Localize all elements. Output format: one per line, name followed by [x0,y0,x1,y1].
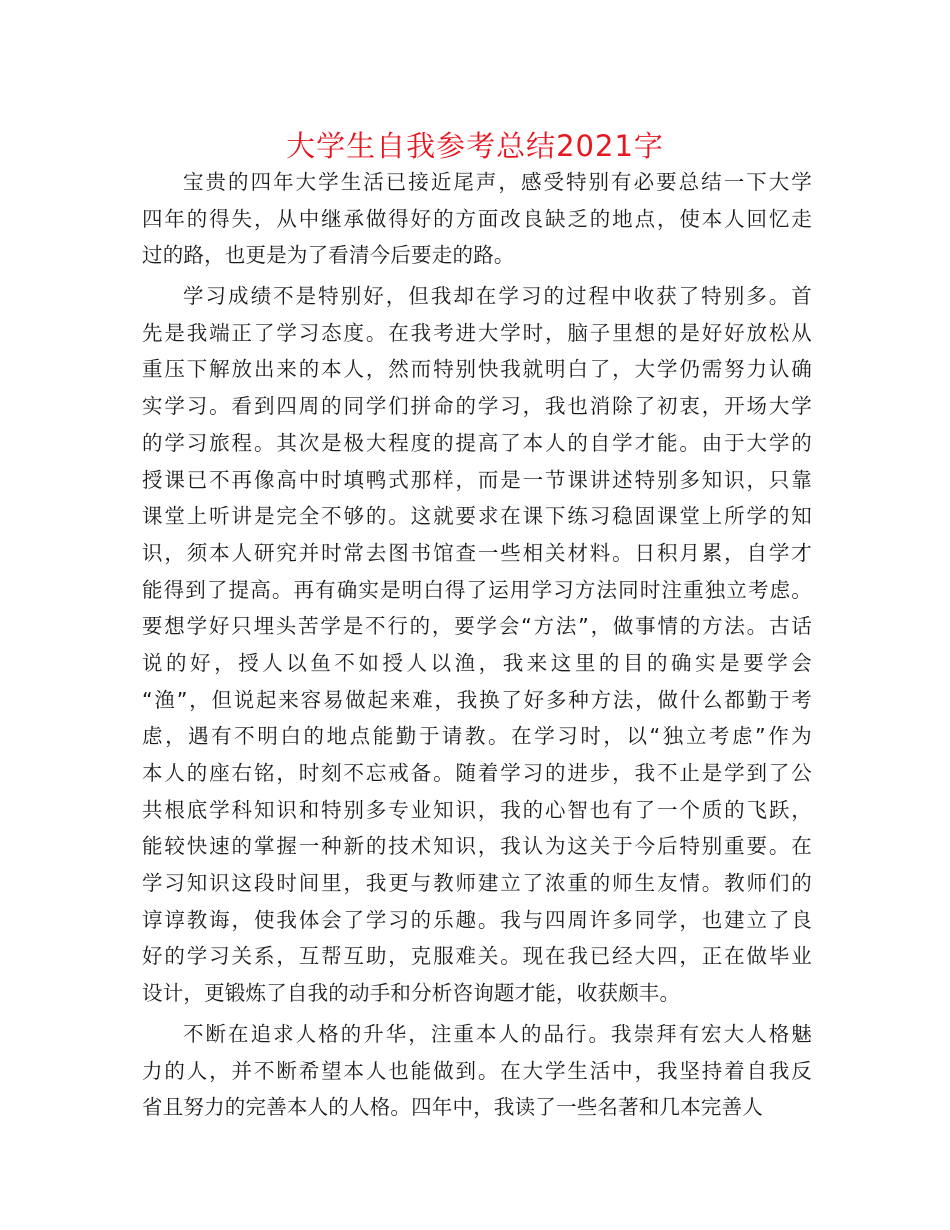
text-line: 省且努力的完善本人的人格。四年中，我读了一些名著和几本完善人 [142,1095,763,1120]
text-line: 过的路，也更是为了看清今后要走的路。 [142,243,515,268]
text-line: 共根底学科知识和特别多专业知识，我的心智也有了一个质的飞跃， [142,797,812,822]
document-body [142,164,812,1130]
paragraph [142,1016,812,1126]
text-line: 设计，更锻炼了自我的动手和分析咨询题才能，收获颇丰。 [142,981,681,1006]
text-line: 宝贵的四年大学生活已接近尾声，感受特别有必要总结一下大学 [183,170,812,194]
text-line: 说的好，授人以鱼不如授人以渔，我来这里的目的确实是要学会 [142,650,812,675]
text-line: 力的人，并不断希望本人也能做到。在大学生活中，我坚持着自我反 [142,1058,812,1083]
paragraph [142,164,812,274]
text-line: 要想学好只埋头苦学是不行的，要学会“方法”，做事情的方法。古话 [142,614,812,639]
text-line: 的学习旅程。其次是极大程度的提高了本人的自学才能。由于大学的 [142,430,812,455]
text-line: 识，须本人研究并时常去图书馆查一些相关材料。日积月累，自学才 [142,540,812,565]
text-line: 重压下解放出来的本人，然而特别快我就明白了，大学仍需努力认确 [142,357,812,382]
text-line: 不断在追求人格的升华，注重本人的品行。我崇拜有宏大人格魅 [183,1021,812,1046]
text-line: 虑，遇有不明白的地点能勤于请教。在学习时，以“独立考虑”作为 [142,724,812,749]
text-line: 能较快速的掌握一种新的技术知识，我认为这关于今后特别重要。在 [142,834,812,859]
text-line: 实学习。看到四周的同学们拼命的学习，我也消除了初衷，开场大学 [142,394,812,419]
text-line: 学习成绩不是特别好，但我却在学习的过程中收获了特别多。首 [183,284,812,309]
document-title: 大学生自我参考总结2021字 [286,129,664,163]
text-line: 学习知识这段时间里，我更与教师建立了浓重的师生友情。教师们的 [142,871,812,896]
text-line: “渔”，但说起来容易做起来难，我换了好多种方法，做什么都勤于考 [142,687,812,712]
text-line: 谆谆教诲，使我体会了学习的乐趣。我与四周许多同学，也建立了良 [142,907,812,932]
text-line: 授课已不再像高中时填鸭式那样，而是一节课讲述特别多知识，只靠 [142,467,812,492]
text-line: 课堂上听讲是完全不够的。这就要求在课下练习稳固课堂上所学的知 [142,504,812,529]
text-line: 四年的得失，从中继承做得好的方面改良缺乏的地点，使本人回忆走 [142,206,812,231]
text-line: 本人的座右铭，时刻不忘戒备。随着学习的进步，我不止是学到了公 [142,761,812,785]
paragraph [142,278,812,1012]
text-line: 先是我端正了学习态度。在我考进大学时，脑子里想的是好好放松从 [142,320,812,345]
text-line: 能得到了提高。再有确实是明白得了运用学习方法同时注重独立考虑。 [142,577,812,602]
text-line: 好的学习关系，互帮互助，克服难关。现在我已经大四，正在做毕业 [142,944,812,969]
